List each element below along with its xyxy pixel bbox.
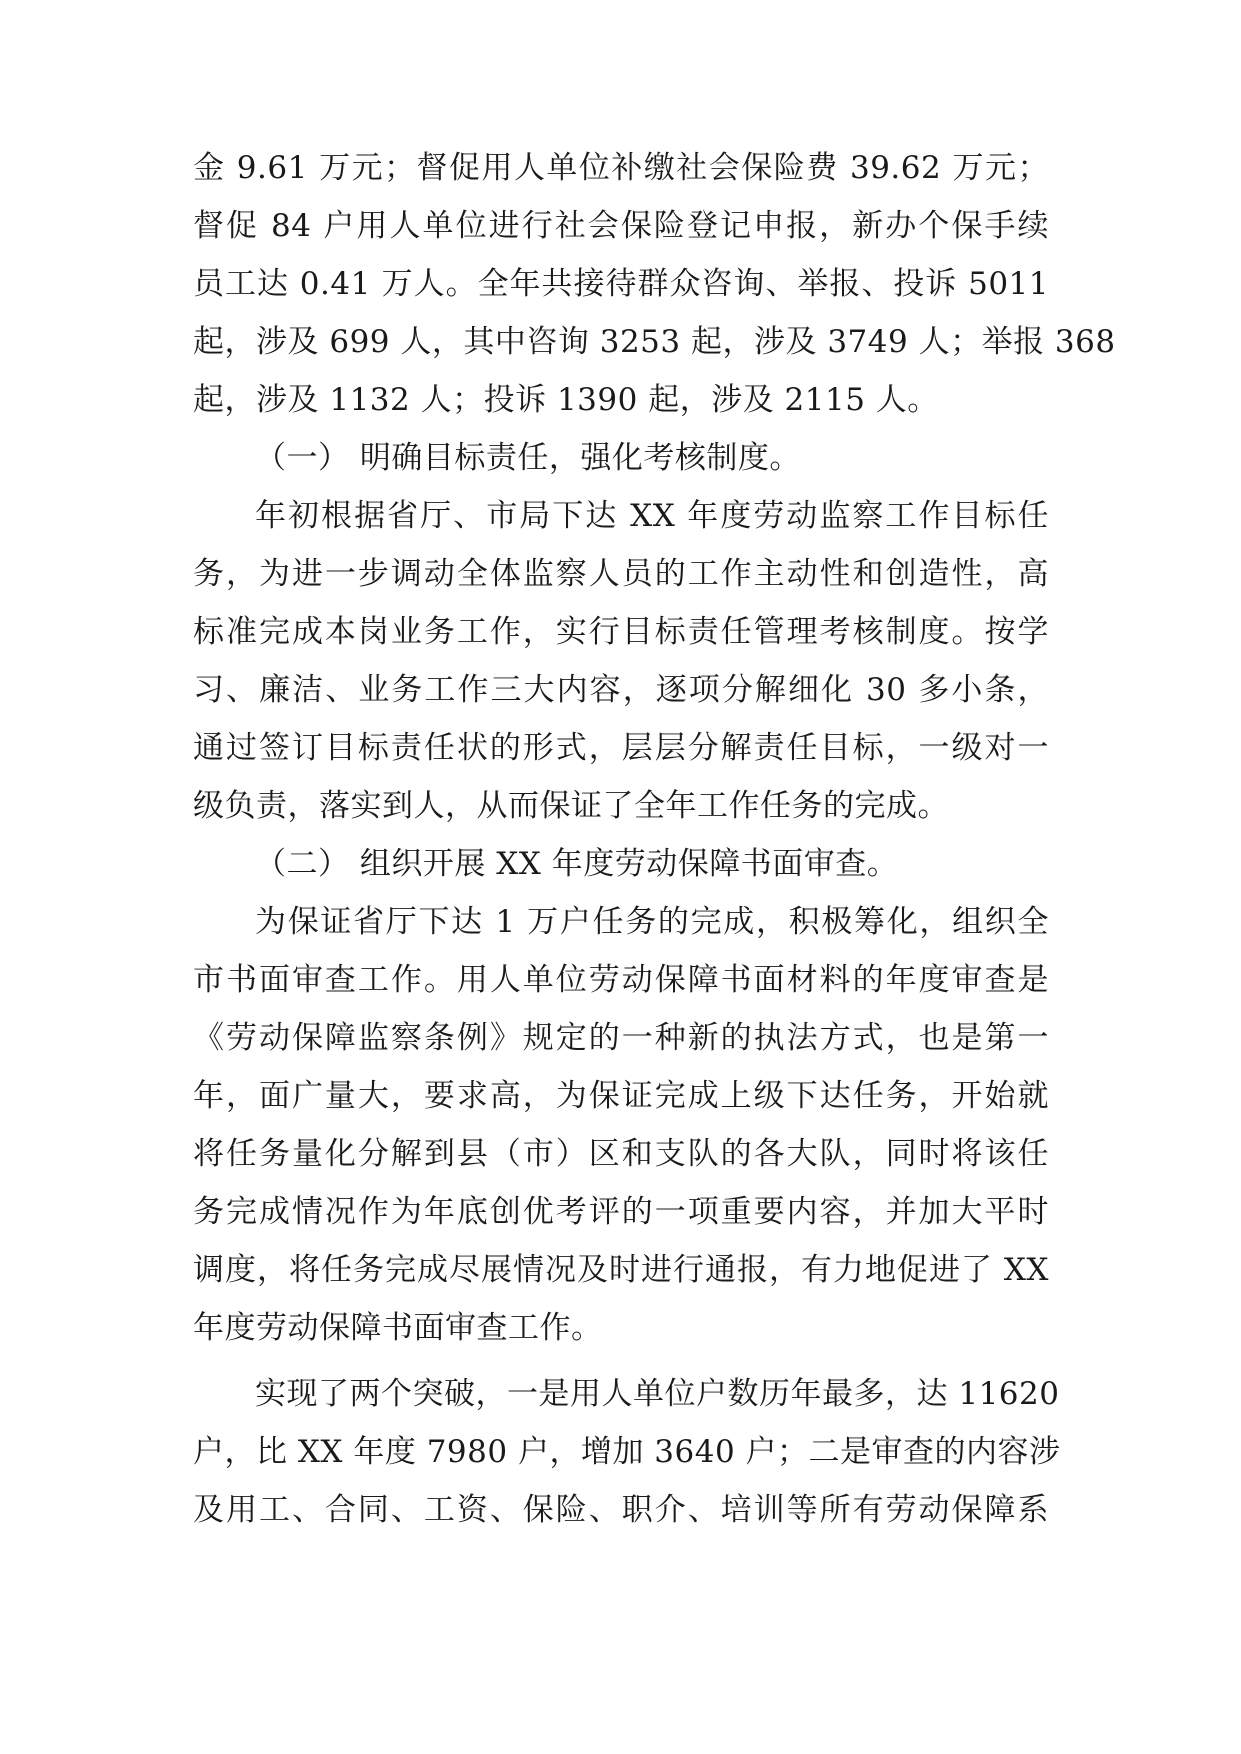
text-line: 户，比 XX 年度 7980 户，增加 3640 户；二是审查的内容涉 bbox=[193, 1434, 1061, 1470]
text-line: 市书面审查工作。用人单位劳动保障书面材料的年度审查是 bbox=[193, 962, 1049, 998]
text-line: 调度，将任务完成尽展情况及时进行通报，有力地促进了 XX bbox=[193, 1252, 1049, 1288]
text-line: 为保证省厅下达 1 万户任务的完成，积极筹化，组织全 bbox=[255, 904, 1049, 940]
text-line: 金 9.61 万元；督促用人单位补缴社会保险费 39.62 万元； bbox=[193, 150, 1049, 186]
text-line: 通过签订目标责任状的形式，层层分解责任目标，一级对一 bbox=[193, 730, 1049, 766]
text-line: 员工达 0.41 万人。全年共接待群众咨询、举报、投诉 5011 bbox=[193, 266, 1049, 302]
text-line: 《劳动保障监察条例》规定的一种新的执法方式，也是第一 bbox=[193, 1020, 1049, 1056]
text-line: 年初根据省厅、市局下达 XX 年度劳动监察工作目标任 bbox=[255, 498, 1049, 534]
text-line: 年，面广量大，要求高，为保证完成上级下达任务，开始就 bbox=[193, 1078, 1049, 1114]
text-line: 及用工、合同、工资、保险、职介、培训等所有劳动保障系 bbox=[193, 1492, 1049, 1528]
text-line: 标准完成本岗业务工作，实行目标责任管理考核制度。按学 bbox=[193, 614, 1049, 650]
text-line: 务，为进一步调动全体监察人员的工作主动性和创造性，高 bbox=[193, 556, 1049, 592]
text-line: 起，涉及 1132 人；投诉 1390 起，涉及 2115 人。 bbox=[193, 382, 939, 418]
section-heading-2: （二） 组织开展 XX 年度劳动保障书面审查。 bbox=[255, 846, 899, 882]
text-line: 年度劳动保障书面审查工作。 bbox=[193, 1310, 603, 1346]
text-line: 务完成情况作为年底创优考评的一项重要内容，并加大平时 bbox=[193, 1194, 1049, 1230]
paragraph-continuation bbox=[193, 139, 1116, 1539]
section-heading-1: （一） 明确目标责任，强化考核制度。 bbox=[255, 440, 801, 476]
text-line: 级负责，落实到人，从而保证了全年工作任务的完成。 bbox=[193, 788, 949, 824]
text-line: 起，涉及 699 人，其中咨询 3253 起，涉及 3749 人；举报 368 bbox=[193, 324, 1116, 360]
text-line: 督促 84 户用人单位进行社会保险登记申报，新办个保手续 bbox=[193, 208, 1049, 244]
text-line: 习、廉洁、业务工作三大内容，逐项分解细化 30 多小条， bbox=[193, 672, 1049, 708]
text-line: 将任务量化分解到县（市）区和支队的各大队，同时将该任 bbox=[193, 1136, 1049, 1172]
text-line: 实现了两个突破，一是用人单位户数历年最多，达 11620 bbox=[255, 1376, 1060, 1412]
